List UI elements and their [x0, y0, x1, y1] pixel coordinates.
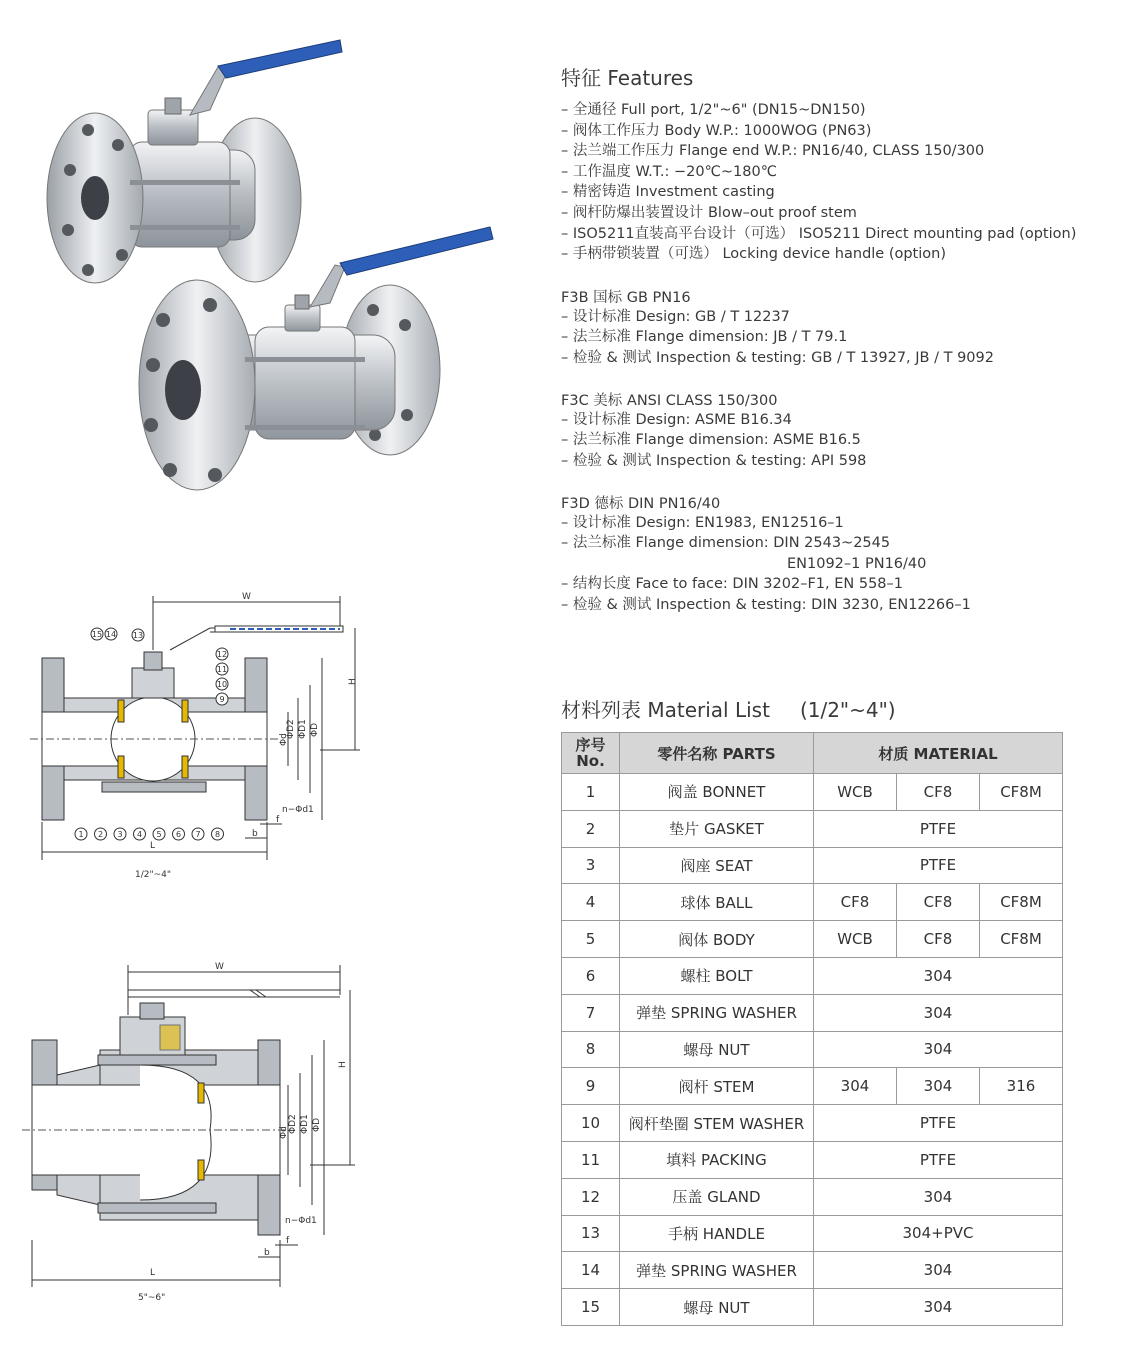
- table-row: [562, 847, 1063, 884]
- feature-line: – 阀杆防爆出装置设计 Blow–out proof stem: [561, 205, 857, 221]
- valve-photo-bottom: [135, 225, 495, 515]
- callout-number: 9: [219, 695, 225, 704]
- standard-line: – 检验 & 测试 Inspection & testing: GB / T 13927, JB / T 9092: [561, 349, 994, 366]
- row-no: 9: [562, 1068, 620, 1105]
- drawing-large-size: [20, 955, 380, 1310]
- callout-number: 4: [136, 830, 143, 839]
- standard-title: F3D 德标 DIN PN16/40: [561, 496, 721, 512]
- callout-number: 1: [78, 830, 84, 839]
- feature-line: – ISO5211直装高平台设计（可选） ISO5211 Direct mounting pad (option): [561, 225, 1077, 242]
- feature-line: – 法兰端工作压力 Flange end W.P.: PN16/40, CLASS 150/300: [561, 143, 985, 160]
- row-material: 304: [814, 1178, 1063, 1215]
- header-parts: 零件名称 PARTS: [620, 733, 814, 774]
- row-material: 304: [814, 1289, 1063, 1326]
- row-material: 304: [814, 957, 1063, 994]
- row-no: 11: [562, 1141, 620, 1178]
- table-row: [562, 1178, 1063, 1215]
- row-no: 12: [562, 1178, 620, 1215]
- row-part: 阀座 SEAT: [620, 847, 814, 884]
- drawing1-d-label: Φd: [279, 733, 289, 746]
- standard-line: – 设计标准 Design: EN1983, EN12516–1: [561, 514, 844, 531]
- row-material: PTFE: [814, 1141, 1063, 1178]
- drawing2-w-label: W: [215, 962, 224, 972]
- row-part: 填料 PACKING: [620, 1141, 814, 1178]
- material-list-title-text: 材料列表 Material List: [561, 698, 770, 722]
- row-part: 阀体 BODY: [620, 921, 814, 958]
- feature-line: – 工作温度 W.T.: −20℃~180℃: [561, 163, 777, 180]
- callout-number: 10: [216, 680, 228, 689]
- callout-number: 11: [216, 665, 228, 674]
- row-material: CF8M: [980, 921, 1063, 958]
- row-no: 15: [562, 1289, 620, 1326]
- material-table-header: [562, 733, 1063, 774]
- standard-title: F3B 国标 GB PN16: [561, 290, 691, 306]
- row-part: 球体 BALL: [620, 884, 814, 921]
- table-row: [562, 884, 1063, 921]
- row-material: 304: [897, 1068, 980, 1105]
- row-part: 阀盖 BONNET: [620, 774, 814, 811]
- callout-number: 3: [117, 830, 123, 839]
- row-material: WCB: [814, 774, 897, 811]
- row-part: 阀杆垫圈 STEM WASHER: [620, 1105, 814, 1142]
- row-material: WCB: [814, 921, 897, 958]
- row-part: 垫片 GASKET: [620, 810, 814, 847]
- table-row: [562, 1141, 1063, 1178]
- table-row: [562, 1068, 1063, 1105]
- callout-number: 8: [214, 830, 221, 839]
- table-row: [562, 957, 1063, 994]
- row-no: 2: [562, 810, 620, 847]
- row-part: 弹垫 SPRING WASHER: [620, 1252, 814, 1289]
- row-part: 压盖 GLAND: [620, 1178, 814, 1215]
- callout-number: 13: [132, 631, 144, 640]
- row-material: 304: [814, 994, 1063, 1031]
- callout-number: 2: [97, 830, 104, 839]
- table-row: [562, 1031, 1063, 1068]
- standard-line: – 设计标准 Design: GB / T 12237: [561, 308, 790, 325]
- feature-line: – 阀体工作压力 Body W.P.: 1000WOG (PN63): [561, 122, 872, 139]
- row-material: CF8: [897, 921, 980, 958]
- row-material: 316: [980, 1068, 1063, 1105]
- drawing1-caption: 1/2"~4": [135, 870, 172, 880]
- table-row: [562, 1215, 1063, 1252]
- standard-line: – 结构长度 Face to face: DIN 3202–F1, EN 558–1: [561, 576, 904, 593]
- row-part: 手柄 HANDLE: [620, 1215, 814, 1252]
- row-no: 3: [562, 847, 620, 884]
- callout-number: 7: [195, 830, 201, 839]
- row-no: 4: [562, 884, 620, 921]
- drawing2-h-label: H: [338, 1061, 348, 1068]
- row-material: PTFE: [814, 810, 1063, 847]
- standard-line: – 法兰标准 Flange dimension: JB / T 79.1: [561, 329, 848, 346]
- drawing2-bolt-label: n−Φd1: [285, 1216, 317, 1226]
- row-part: 螺母 NUT: [620, 1031, 814, 1068]
- drawing-small-size: [20, 590, 380, 890]
- drawing2-d-label: Φd: [279, 1126, 289, 1139]
- feature-line: – 全通径 Full port, 1/2"~6" (DN15~DN150): [561, 102, 866, 118]
- callout-number: 5: [156, 830, 162, 839]
- drawing2-d1-label: ΦD1: [300, 1114, 310, 1134]
- drawing2-l-label: L: [150, 1268, 156, 1278]
- table-row: [562, 1252, 1063, 1289]
- table-row: [562, 774, 1063, 811]
- row-no: 13: [562, 1215, 620, 1252]
- row-material: PTFE: [814, 1105, 1063, 1142]
- standard-line: – 法兰标准 Flange dimension: ASME B16.5: [561, 432, 861, 449]
- row-part: 螺母 NUT: [620, 1289, 814, 1326]
- row-part: 弹垫 SPRING WASHER: [620, 994, 814, 1031]
- features-title: 特征 Features: [561, 66, 694, 90]
- table-row: [562, 994, 1063, 1031]
- row-material: 304: [814, 1068, 897, 1105]
- row-material: 304+PVC: [814, 1215, 1063, 1252]
- row-no: 1: [562, 774, 620, 811]
- callout-number: 14: [105, 630, 117, 639]
- feature-line: – 手柄带锁装置（可选） Locking device handle (option): [561, 246, 946, 263]
- row-material: CF8: [897, 774, 980, 811]
- feature-line: – 精密铸造 Investment casting: [561, 184, 775, 201]
- standard-title: F3C 美标 ANSI CLASS 150/300: [561, 393, 778, 409]
- drawing2-caption: 5"~6": [138, 1293, 166, 1303]
- drawing1-l-label: L: [150, 841, 156, 851]
- header-no-line: 序号: [575, 736, 606, 754]
- row-material: 304: [814, 1031, 1063, 1068]
- drawing1-d1-label: ΦD1: [298, 719, 308, 739]
- header-material: 材质 MATERIAL: [814, 733, 1063, 774]
- drawing2-d2-label: ΦD2: [288, 1114, 298, 1134]
- standard-line: – 检验 & 测试 Inspection & testing: API 598: [561, 452, 867, 469]
- table-row: [562, 1105, 1063, 1142]
- table-row: [562, 921, 1063, 958]
- drawing2-f-label: f: [286, 1236, 290, 1246]
- row-material: CF8M: [980, 884, 1063, 921]
- row-material: 304: [814, 1252, 1063, 1289]
- row-material: CF8: [814, 884, 897, 921]
- material-list-range: (1/2"~4"): [799, 698, 896, 722]
- drawing1-f-label: f: [276, 815, 280, 825]
- table-row: [562, 1289, 1063, 1326]
- drawing1-d2-label: ΦD2: [286, 719, 296, 739]
- row-no: 14: [562, 1252, 620, 1289]
- drawing2-bigd-label: ΦD: [312, 1117, 322, 1132]
- drawing1-bigd-label: ΦD: [310, 722, 320, 737]
- row-material: PTFE: [814, 847, 1063, 884]
- row-material: CF8: [897, 884, 980, 921]
- header-no: [562, 733, 620, 774]
- material-list-title: [561, 694, 896, 723]
- row-no: 6: [562, 957, 620, 994]
- callout-number: 12: [216, 650, 228, 659]
- drawing2-b-label: b: [264, 1248, 270, 1258]
- row-no: 8: [562, 1031, 620, 1068]
- standard-line: – 法兰标准 Flange dimension: DIN 2543~2545: [561, 535, 891, 552]
- row-part: 阀杆 STEM: [620, 1068, 814, 1105]
- header-no-line: No.: [576, 752, 605, 770]
- drawing1-h-label: H: [348, 678, 358, 685]
- standard-line: – 设计标准 Design: ASME B16.34: [561, 411, 792, 428]
- drawing1-w-label: W: [242, 592, 251, 602]
- callout-number: 6: [175, 830, 182, 839]
- material-table: [561, 732, 1063, 1326]
- row-material: CF8M: [980, 774, 1063, 811]
- standard-line: – 检验 & 测试 Inspection & testing: DIN 3230, EN12266–1: [561, 597, 971, 613]
- drawing1-b-label: b: [252, 829, 258, 839]
- standard-line: EN1092–1 PN16/40: [787, 555, 927, 572]
- row-no: 5: [562, 921, 620, 958]
- callout-number: 15: [91, 630, 103, 639]
- table-row: [562, 810, 1063, 847]
- row-part: 螺柱 BOLT: [620, 957, 814, 994]
- row-no: 10: [562, 1105, 620, 1142]
- drawing1-bolt-label: n−Φd1: [282, 805, 314, 815]
- row-no: 7: [562, 994, 620, 1031]
